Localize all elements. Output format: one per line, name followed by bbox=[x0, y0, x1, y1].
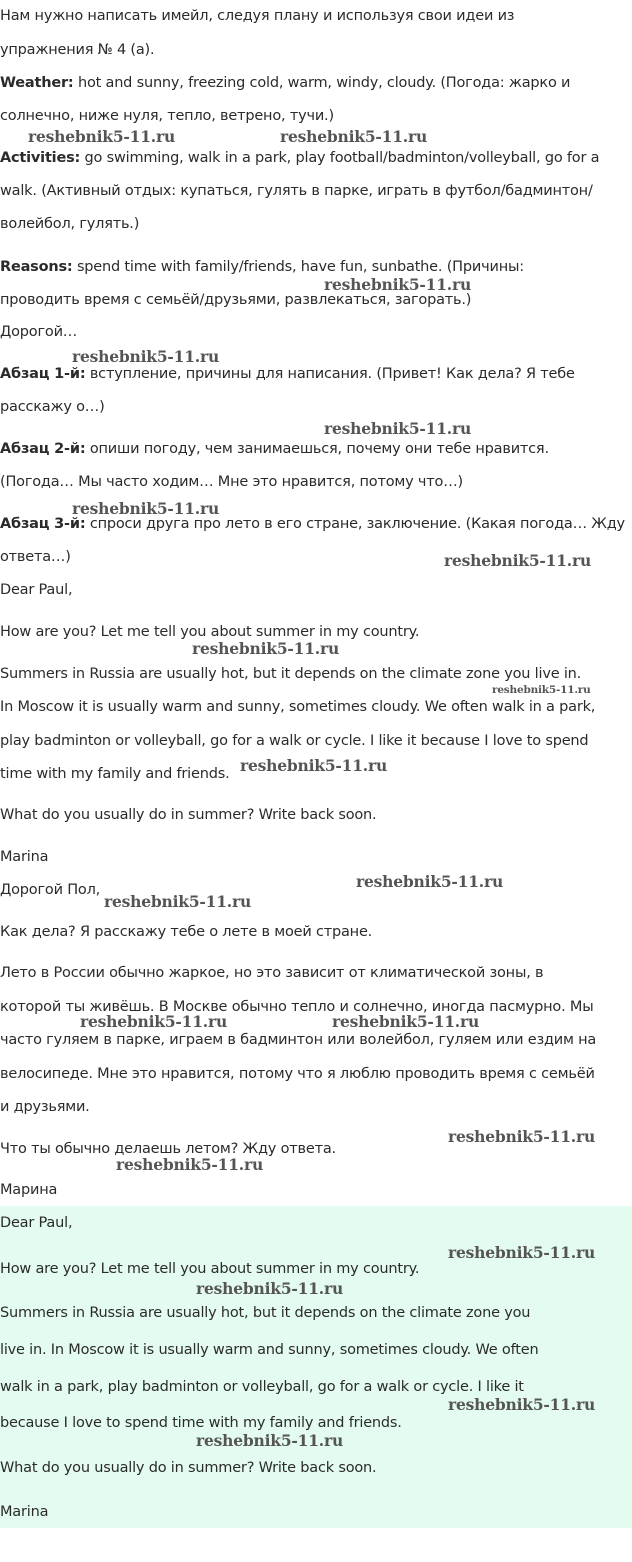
watermark: reshebnik5-11.ru bbox=[72, 499, 220, 518]
answer-body-1: Summers in Russia are usually hot, but it depends on the climate zone you bbox=[0, 1305, 531, 1321]
weather-label: Weather: bbox=[0, 75, 74, 91]
watermark: reshebnik5-11.ru bbox=[448, 1395, 596, 1414]
activities-line-2: walk. (Активный отдых: купаться, гулять в парке, играть в футбол/бадминтон/ bbox=[0, 183, 593, 199]
watermark: reshebnik5-11.ru bbox=[448, 1243, 596, 1262]
letter-en-closing: What do you usually do in summer? Write back soon. bbox=[0, 807, 377, 823]
watermark: reshebnik5-11.ru bbox=[196, 1431, 344, 1450]
paragraph3-line-2: ответа…) bbox=[0, 549, 71, 565]
reasons-line-2: проводить время с семьёй/друзьями, развлекаться, загорать.) bbox=[0, 292, 472, 308]
watermark: reshebnik5-11.ru bbox=[196, 1279, 344, 1298]
letter-ru-body-2: которой ты живёшь. В Москве обычно тепло и солнечно, иногда пасмурно. Мы bbox=[0, 999, 594, 1015]
answer-body-4: because I love to spend time with my family and friends. bbox=[0, 1415, 402, 1431]
watermark: reshebnik5-11.ru bbox=[332, 1012, 480, 1031]
watermark: reshebnik5-11.ru bbox=[192, 639, 340, 658]
paragraph2-text-1: опиши погоду, чем занимаешься, почему они тебе нравится. bbox=[85, 441, 549, 457]
activities-line-3: волейбол, гулять.) bbox=[0, 216, 140, 232]
letter-en-body-1: Summers in Russia are usually hot, but it depends on the climate zone you live in. bbox=[0, 666, 582, 682]
plan-greeting: Дорогой… bbox=[0, 324, 78, 340]
activities-line-1 bbox=[0, 148, 599, 168]
task-line-1: Нам нужно написать имейл, следуя плану и используя свои идеи из bbox=[0, 8, 515, 24]
letter-en-signature: Marina bbox=[0, 849, 49, 865]
watermark: reshebnik5-11.ru bbox=[448, 1127, 596, 1146]
watermark: reshebnik5-11.ru bbox=[240, 756, 388, 775]
answer-greeting: Dear Paul, bbox=[0, 1215, 73, 1231]
weather-line-1 bbox=[0, 73, 570, 93]
letter-ru-body-1: Лето в России обычно жаркое, но это зависит от климатической зоны, в bbox=[0, 965, 544, 981]
letter-ru-intro: Как дела? Я расскажу тебе о лете в моей стране. bbox=[0, 924, 373, 940]
watermark: reshebnik5-11.ru bbox=[72, 347, 220, 366]
paragraph1-line-1 bbox=[0, 364, 575, 384]
answer-signature: Marina bbox=[0, 1504, 49, 1520]
letter-en-body-4: time with my family and friends. bbox=[0, 766, 230, 782]
weather-text-1: hot and sunny, freezing cold, warm, windy, cloudy. (Погода: жарко и bbox=[73, 75, 571, 91]
watermark: reshebnik5-11.ru bbox=[280, 127, 428, 146]
letter-en-body-2: In Moscow it is usually warm and sunny, sometimes cloudy. We often walk in a park, bbox=[0, 699, 596, 715]
watermark: reshebnik5-11.ru bbox=[80, 1012, 228, 1031]
letter-en-intro: How are you? Let me tell you about summer in my country. bbox=[0, 624, 420, 640]
letter-ru-greeting: Дорогой Пол, bbox=[0, 882, 101, 898]
letter-en-body-3: play badminton or volleyball, go for a walk or cycle. I like it because I love to spend bbox=[0, 733, 589, 749]
answer-intro: How are you? Let me tell you about summer in my country. bbox=[0, 1261, 420, 1277]
paragraph2-line-1 bbox=[0, 439, 549, 459]
reasons-line-1 bbox=[0, 257, 524, 277]
weather-line-2: солнечно, ниже нуля, тепло, ветрено, тучи.) bbox=[0, 108, 334, 124]
watermark: reshebnik5-11.ru bbox=[356, 872, 504, 891]
watermark: reshebnik5-11.ru bbox=[28, 127, 176, 146]
reasons-label: Reasons: bbox=[0, 259, 73, 275]
answer-body-2: live in. In Moscow it is usually warm and sunny, sometimes cloudy. We often bbox=[0, 1342, 539, 1358]
activities-text-1: go swimming, walk in a park, play football/badminton/volleyball, go for a bbox=[80, 150, 600, 166]
answer-body-3: walk in a park, play badminton or volleyball, go for a walk or cycle. I like it bbox=[0, 1379, 524, 1395]
paragraph2-label: Абзац 2-й: bbox=[0, 441, 86, 457]
paragraph3-text-1: спроси друга про лето в его стране, заключение. (Какая погода… Жду bbox=[85, 516, 625, 532]
paragraph3-label: Абзац 3-й: bbox=[0, 516, 86, 532]
paragraph1-text-1: вступление, причины для написания. (Привет! Как дела? Я тебе bbox=[85, 366, 575, 382]
paragraph1-label: Абзац 1-й: bbox=[0, 366, 86, 382]
watermark: reshebnik5-11.ru bbox=[492, 684, 591, 696]
paragraph2-line-2: (Погода… Мы часто ходим… Мне это нравится, потому что…) bbox=[0, 474, 463, 490]
letter-ru-signature: Марина bbox=[0, 1182, 58, 1198]
watermark: reshebnik5-11.ru bbox=[444, 551, 592, 570]
letter-ru-closing: Что ты обычно делаешь летом? Жду ответа. bbox=[0, 1141, 336, 1157]
activities-label: Activities: bbox=[0, 150, 81, 166]
letter-ru-body-5: и друзьями. bbox=[0, 1099, 90, 1115]
watermark: reshebnik5-11.ru bbox=[104, 892, 252, 911]
watermark: reshebnik5-11.ru bbox=[116, 1155, 264, 1174]
letter-en-greeting: Dear Paul, bbox=[0, 582, 73, 598]
reasons-text-1: spend time with family/friends, have fun, sunbathe. (Причины: bbox=[72, 259, 524, 275]
paragraph1-line-2: расскажу о…) bbox=[0, 399, 105, 415]
task-line-2: упражнения № 4 (a). bbox=[0, 42, 155, 58]
letter-ru-body-3: часто гуляем в парке, играем в бадминтон или волейбол, гуляем или ездим на bbox=[0, 1032, 597, 1048]
watermark: reshebnik5-11.ru bbox=[324, 419, 472, 438]
letter-ru-body-4: велосипеде. Мне это нравится, потому что я люблю проводить время с семьёй bbox=[0, 1066, 595, 1082]
answer-closing: What do you usually do in summer? Write back soon. bbox=[0, 1460, 377, 1476]
watermark: reshebnik5-11.ru bbox=[324, 275, 472, 294]
